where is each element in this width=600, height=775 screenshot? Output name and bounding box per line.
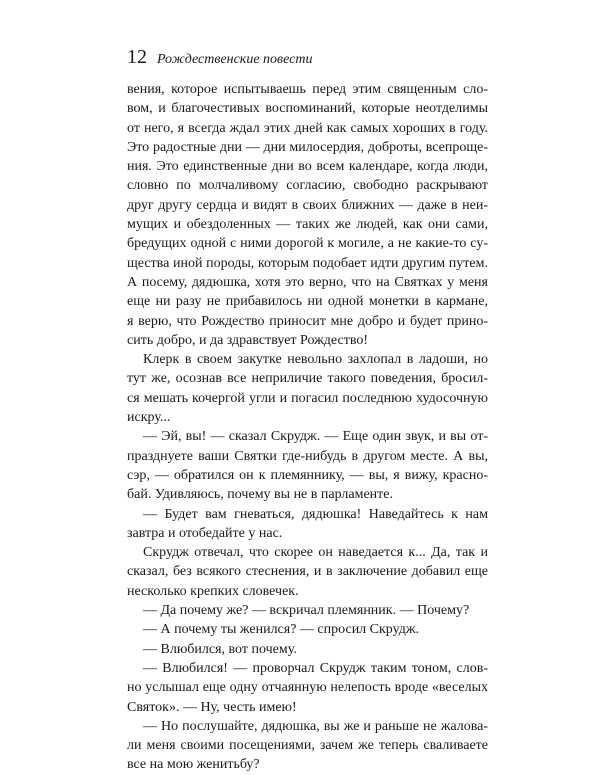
running-title: Рождественские повести — [157, 52, 313, 67]
text-line: вения, которое испытываешь перед этим священным сло- — [127, 82, 488, 97]
text-line: празднуете ваши Святки где-нибудь в другом месте. А вы, — [127, 448, 488, 464]
text-line: — Влюбился! — проворчал Скрудж таким тоном, слов- — [143, 660, 488, 676]
text-line: Святок». — Ну, честь имею! — [127, 699, 297, 715]
text-line: несколько крепких словечек. — [127, 583, 299, 599]
text-line: словно по молчаливому согласию, свободно раскрывают — [127, 178, 488, 194]
text-line: — Эй, вы! — сказал Скрудж. — Еще один звук, и вы от- — [143, 429, 488, 445]
text-line: — Да почему же? — вскричал племянник. — Почему? — [143, 603, 470, 619]
text-line: я верю, что Рождество приносит мне добро и будет прино- — [127, 313, 488, 329]
text-line: щества иной породы, которым подобает идти другим путем. — [127, 255, 488, 271]
text-line: — А почему ты женился? — спросил Скрудж. — [143, 622, 420, 638]
text-line: от него, я всегда ждал этих дней как самых хороших в году. — [127, 120, 488, 136]
text-line: — Но послушайте, дядюшка, вы же и раньше не жалова- — [143, 718, 488, 734]
text-line: Клерк в своем закутке невольно захлопал в ладоши, но — [143, 352, 488, 368]
page-number: 12 — [127, 46, 147, 68]
text-line: ся мешать кочергой угли и погасил последнюю худосочную — [127, 390, 488, 406]
text-line: ли меня своими посещениями, зачем же теперь сваливаете — [127, 738, 488, 754]
text-line: завтра и отобедайте у нас. — [127, 525, 283, 541]
text-line: тут же, осознав все неприличие такого поведения, бросил- — [127, 371, 488, 387]
text-line: друг другу сердца и видят в своих ближних — даже в неи- — [127, 197, 488, 213]
text-line: ния. Это единственные дни во всем календаре, когда люди, — [127, 159, 488, 175]
text-line: — Будет вам гневаться, дядюшка! Наведайтесь к нам — [143, 506, 488, 522]
text-line: сказал, без всякого стеснения, и в заключение добавил еще — [127, 564, 488, 580]
text-line: бредущих одной с ними дорогой к могиле, а не какие-то су- — [127, 236, 488, 252]
text-line: вом, и благочестивых воспоминаний, которые неотделимы — [127, 101, 488, 117]
text-line: бай. Удивляюсь, почему вы не в парламенте. — [127, 487, 393, 503]
text-line: мущих и обездоленных — таких же людей, как они сами, — [127, 217, 488, 233]
text-line: но услышал еще одну отчаянную нелепость вроде «веселых — [127, 680, 488, 696]
text-line: Скрудж отвечал, что скорее он наведается к... Да, так и — [143, 545, 488, 561]
text-line: сить добро, и да здравствует Рождество! — [127, 332, 368, 348]
text-line: искру... — [127, 410, 171, 426]
text-line: — Влюбился, вот почему. — [143, 641, 297, 657]
text-line: Это радостные дни — дни милосердия, доброты, всепроще- — [127, 139, 488, 155]
text-line: А посему, дядюшка, хотя это верно, что на Святках у меня — [127, 274, 488, 290]
text-line: еще ни разу не прибавилось ни одной монетки в кармане, — [127, 294, 488, 310]
body-text — [127, 80, 488, 775]
running-head — [127, 45, 312, 72]
text-line: сэр, — обратился он к племяннику, — вы, я вижу, красно- — [127, 467, 488, 483]
text-line: все на мою женитьбу? — [127, 757, 260, 773]
